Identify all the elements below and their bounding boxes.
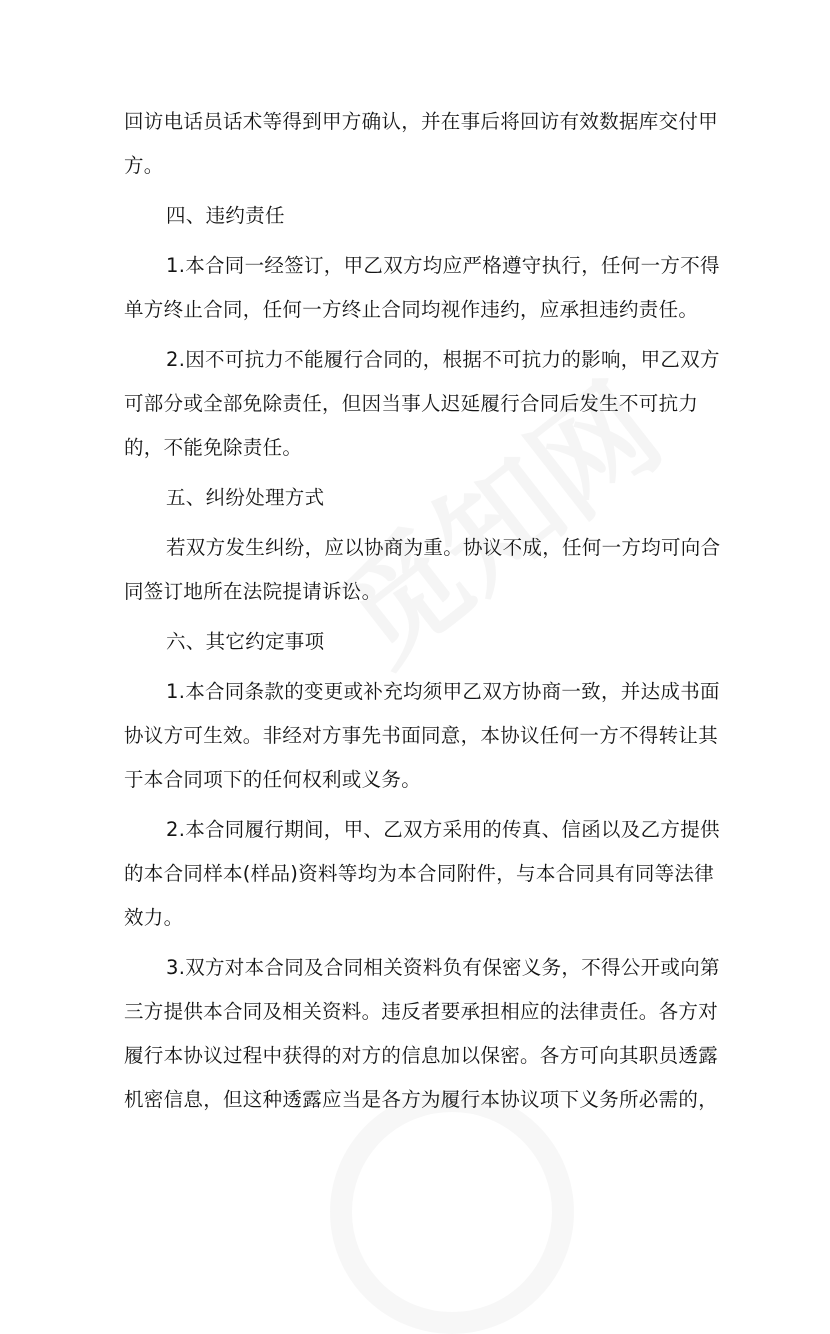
paragraph-dispute-1: 若双方发生纠纷，应以协商为重。协议不成，任何一方均可向合同签订地所在法院提请诉讼。 <box>124 536 721 603</box>
paragraph-other-2: 2.本合同履行期间，甲、乙双方采用的传真、信函以及乙方提供的本合同样本(样品)资料等均为本合同附件，与本合同具有同等法律效力。 <box>124 818 720 929</box>
section-heading-breach: 四、违约责任 <box>166 204 285 227</box>
paragraph-intro: 回访电话员话术等得到甲方确认，并在事后将回访有效数据库交付甲方。 <box>124 110 719 177</box>
section-heading-other: 六、其它约定事项 <box>166 630 325 653</box>
section-heading-dispute: 五、纠纷处理方式 <box>166 486 325 509</box>
document-body <box>124 100 724 1128</box>
paragraph-breach-1: 1.本合同一经签订，甲乙双方均应严格遵守执行，任何一方不得单方终止合同，任何一方终止合同均视作违约，应承担违约责任。 <box>124 254 720 321</box>
paragraph-other-1: 1.本合同条款的变更或补充均须甲乙双方协商一致，并达成书面协议方可生效。非经对方事先书面同意，本协议任何一方不得转让其于本合同项下的任何权利或义务。 <box>124 680 720 791</box>
paragraph-other-3: 3.双方对本合同及合同相关资料负有保密义务，不得公开或向第三方提供本合同及相关资料。违反者要承担相应的法律责任。各方对履行本协议过程中获得的对方的信息加以保密。各方可向其职员透露机密信息，但这种透露应当是各方为履行本协议项下义务所必需的， <box>124 956 720 1111</box>
paragraph-breach-2: 2.因不可抗力不能履行合同的，根据不可抗力的影响，甲乙双方可部分或全部免除责任，但因当事人迟延履行合同后发生不可抗力的，不能免除责任。 <box>124 348 720 459</box>
